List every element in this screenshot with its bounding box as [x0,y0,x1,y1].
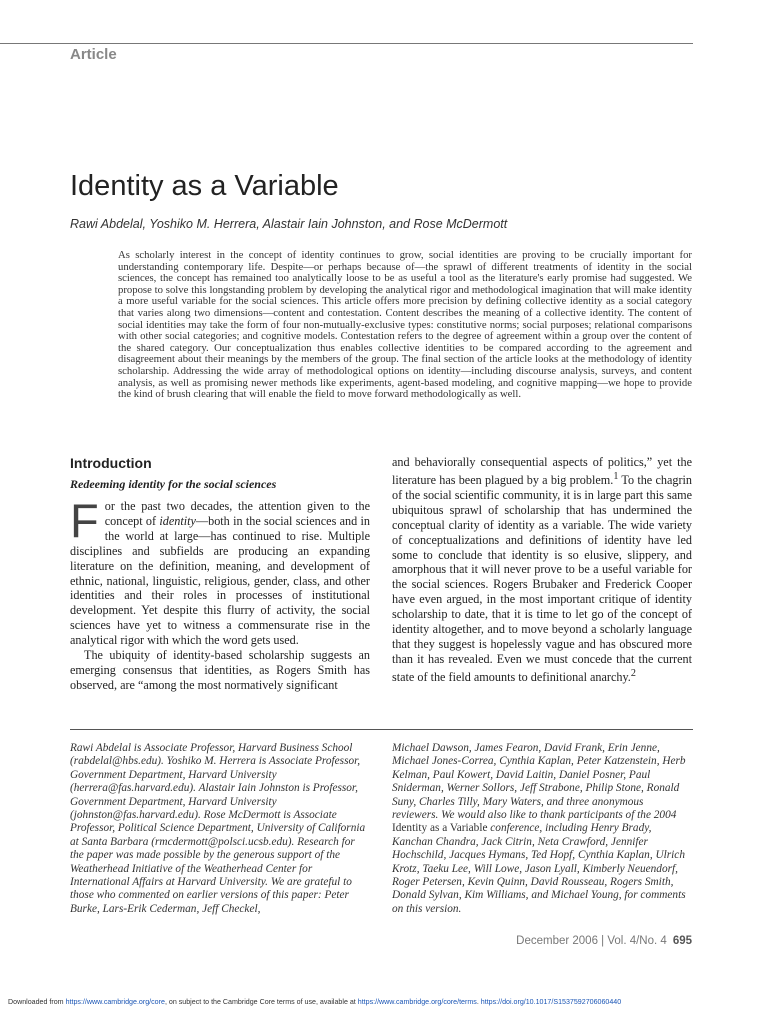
top-rule [0,43,693,44]
issue-info: December 2006 | Vol. 4/No. 4 [516,935,667,947]
intro-heading: Introduction [70,455,152,471]
section-label: Article [70,46,117,63]
page-number: 695 [672,935,692,947]
article-title: Identity as a Variable [70,170,339,202]
terms-link[interactable]: https://www.cambridge.org/core/terms [357,998,477,1006]
left-column [70,455,370,693]
footnote-ref-2[interactable]: 2 [630,667,636,679]
right-column [392,455,692,685]
page-folio [516,935,692,947]
intro-paragraph-1: For the past two decades, the attention given to the concept of identity—both in the social sciences and in the world at large—has continued to rise. Multiple disciplines and subfields are producing an expanding literature on the definition, meaning, and development of ethnic, national, linguistic, religious, gender, class, and other identities and their roles in processes of institutional development. Yet despite this flurry of activity, the social sciences have yet to witness a commensurate rise in the analytical rigor with which the word gets used. [70,494,370,648]
author-note-right: Michael Dawson, James Fearon, David Frank, Erin Jenne, Michael Jones-Correa, Cynthia Kaplan, Peter Katzenstein, Herb Kelman, Paul Kowert, David Laitin, Daniel Posner, Paul Sniderman, Werner Sollors, Jeff Strabone, Philip Stone, Ronald Suny, Charles Tilly, Mary Waters, and three anonymous reviewers. We would also like to thank participants of the 2004 Identity as a Variable conference, including Henry Brady, Kanchan Chandra, Jack Citrin, Neta Crawford, Jennifer Hochschild, Jacques Hymans, Ted Hopf, Cynthia Kaplan, Ulrich Krotz, Taeku Lee, Will Lowe, Jason Lyall, Kimberly Neuendorf, Roger Petersen, Kevin Quinn, David Rousseau, Rogers Smith, Donald Sylvan, Kim Williams, and Michael Young, for comments on this version. [392,742,686,915]
download-notice: Downloaded from https://www.cambridge.org/core, on subject to the Cambridge Core terms of use, available at https://www.cambridge.org/core/terms. https://doi.org/10.1017/S1537592706060440 [8,998,622,1006]
footnote-ref-1[interactable]: 1 [613,470,619,482]
intro-paragraph-2: The ubiquity of identity-based scholarship suggests an emerging consensus that identities, as Rogers Smith has observed, are “among the most normatively significant [70,648,370,692]
intro-paragraph-2-continued: and behaviorally consequential aspects of politics,” yet the literature has been plagued by a big problem.$^1$ To the chagrin of the social scientific community, it is in large part this same ubiquitous sprawl of scholarship that has undermined the conceptual clarity of identity as a variable. The wide variety of conceptualizations and definitions of identity have led some to conclude that identity is so elusive, slippery, and amorphous that it will never prove to be a useful variable for the social sciences. Rogers Brubaker and Frederick Cooper have even argued, in the most important critique of identity scholarship to date, that it is time to let go of the concept of identity altogether, and to move beyond a scholarly language that they suggest is hopelessly vague and has obscured more than it has revealed. Even we must concede that the current state of the field amounts to definitional anarchy.$^2$ [392,455,692,684]
footnote-rule [70,729,693,730]
intro-subheading: Redeeming identity for the social sciences [70,477,277,491]
author-note-left: Rawi Abdelal is Associate Professor, Harvard Business School (rabdelal@hbs.edu). Yoshiko M. Herrera is Associate Professor, Government Department, Harvard University (herrera@fas.harvard.edu). Alastair Iain Johnston is Professor, Government Department, Harvard University (johnston@fas.harvard.edu). Rose McDermott is Associate Professor, Political Science Department, University of California at Santa Barbara (rmcdermott@polsci.ucsb.edu). Research for the paper was made possible by the generous support of the Weatherhead Initiative of the Weatherhead Center for International Affairs at Harvard University. We are grateful to those who commented on earlier versions of this paper: Peter Burke, Lars-Erik Cederman, Jeff Checkel, [70,742,366,915]
cambridge-core-link[interactable]: https://www.cambridge.org/core [65,998,165,1006]
article-abstract: As scholarly interest in the concept of identity continues to grow, social identities are proving to be crucially important for understanding contemporary life. Despite—or perhaps because of—the sprawl of different treatments of identity in the social sciences, the concept has remained too analytically loose to be as useful a tool as the literature's early promise had suggested. We propose to solve this longstanding problem by developing the analytical rigor and methodological imagination that will make identity a more useful variable for the social sciences. This article offers more precision by defining collective identity as a social category that varies along two dimensions—content and contestation. Content describes the meaning of a collective identity. The content of social identities may take the form of four non-mutually-exclusive types: constitutive norms; social purposes; relational comparisons with other social categories; and cognitive models. Contestation refers to the degree of agreement within a group over the content of the shared category. Our conceptualization thus enables collective identities to be compared according to the agreement and disagreement about their meanings by the members of the group. The final section of the article looks at the methodology of identity scholarship. Addressing the wide array of methodological options on identity—including discourse analysis, surveys, and content analysis, as well as promising newer methods like experiments, agent-based modeling, and cognitive mapping—we hope to provide the kind of brush clearing that will enable the field to move forward methodologically as well. [118,249,692,401]
doi-link[interactable]: https://doi.org/10.1017/S1537592706060440 [480,998,622,1006]
article-authors: Rawi Abdelal, Yoshiko M. Herrera, Alastair Iain Johnston, and Rose McDermott [70,217,508,231]
drop-cap: F [70,494,99,547]
